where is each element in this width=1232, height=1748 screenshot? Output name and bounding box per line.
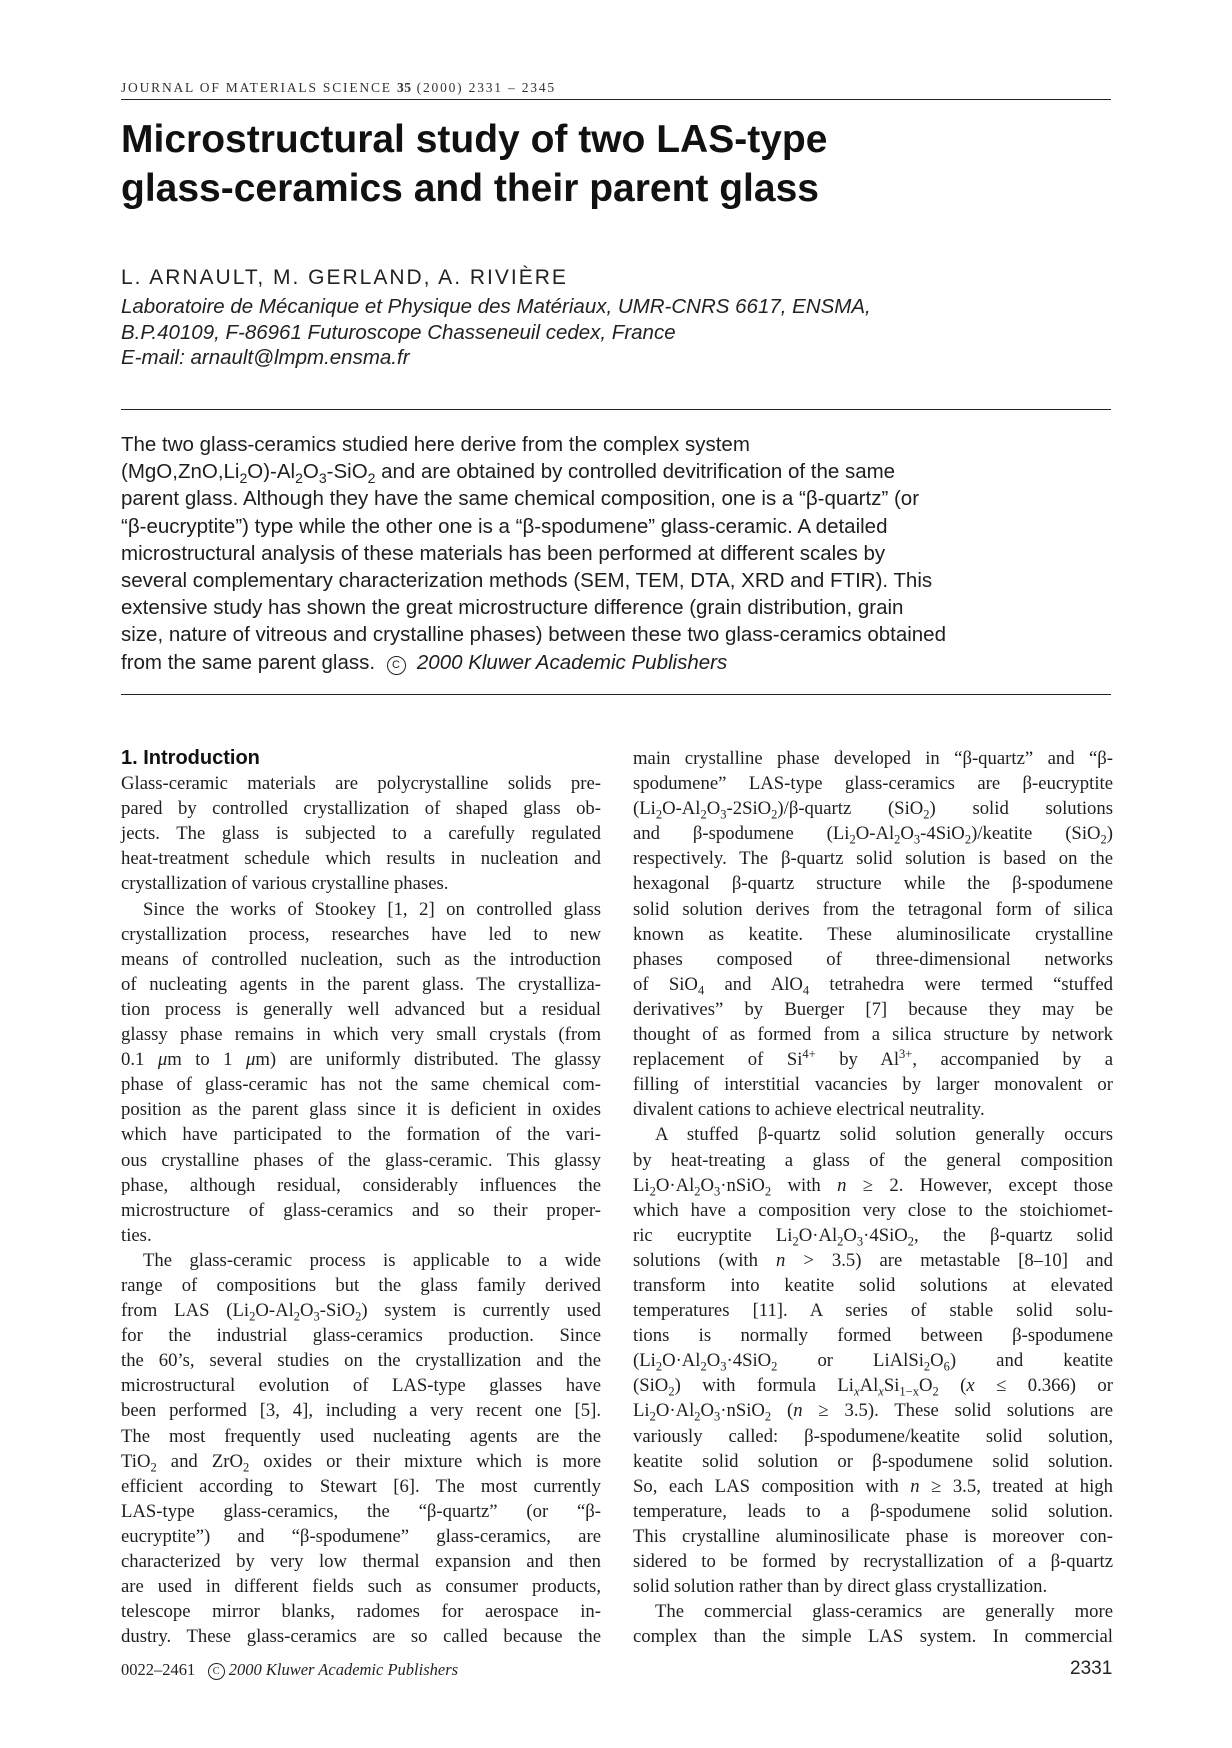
text-line: A stuffed β-quartz solid solution generally occurs — [655, 1124, 1113, 1146]
text-line: spodumene” LAS-type glass-ceramics are β-eucryptite — [633, 773, 1113, 795]
text-line: filling of interstitial vacancies by larger monovalent or — [633, 1074, 1113, 1096]
right-column — [633, 746, 1113, 1649]
text-line: dustry. These glass-ceramics are so called because the — [121, 1626, 601, 1648]
text-line: The glass-ceramic process is applicable to a wide — [143, 1249, 601, 1271]
text-line: from LAS $(Li_2O-Al_2O_3-SiO_2)$ system is currently used — [121, 1300, 601, 1324]
text-line: tion process is generally well advanced but a residual — [121, 998, 601, 1020]
left-column — [121, 746, 601, 1649]
abstract-line: size, nature of vitreous and crystalline phases) between these two glass-ceramics obtained — [121, 623, 946, 647]
text-line: position as the parent glass since it is deficient in oxides — [121, 1099, 601, 1121]
text-line: jects. The glass is subjected to a carefully regulated — [121, 823, 601, 845]
text-line: crystallization process, researches have led to new — [121, 923, 601, 945]
abstract-line: extensive study has shown the great microstructure difference (grain distribution, grain — [121, 596, 904, 620]
text-line: 0.1 μm to 1 μm) are uniformly distributed. The glassy — [121, 1049, 601, 1071]
text-line: means of controlled nucleation, such as the introduction — [121, 948, 601, 970]
text-line: (SiO$_2$) with formula $Li_xAl_xSi_{1-x}O_2$ (x ≤ 0.366) or — [633, 1375, 1113, 1400]
title-line: Microstructural study of two LAS-type — [121, 118, 828, 161]
text-line: heat-treatment schedule which results in nucleation and — [121, 848, 601, 870]
text-line: phase of glass-ceramic has not the same chemical com- — [121, 1074, 601, 1096]
abstract-copyright: 2000 Kluwer Academic Publishers — [416, 650, 728, 674]
text-line: variously called: β-spodumene/keatite solid solution, — [633, 1425, 1113, 1447]
text-line: keatite solid solution or β-spodumene solid solution. — [633, 1450, 1113, 1472]
copyright-icon: C — [208, 1663, 225, 1680]
text-line: temperatures [11]. A series of stable solid solu- — [633, 1300, 1113, 1322]
title-line: glass-ceramics and their parent glass — [121, 167, 819, 210]
text-line: This crystalline aluminosilicate phase is moreover con- — [633, 1525, 1113, 1547]
issn: 0022–2461 — [121, 1660, 196, 1679]
text-line: replacement of $Si^{4+}$ by $Al^{3+}$, accompanied by a — [633, 1046, 1113, 1071]
text-line: efficient according to Stewart [6]. The most currently — [121, 1475, 601, 1497]
text-line: $Li_2O\cdot Al_2O_3\cdot nSiO_2$ (n ≥ 3.5). These solid solutions are — [633, 1400, 1113, 1425]
text-line: solid solution derives from the tetragonal form of silica — [633, 898, 1113, 920]
text-line: temperature, leads to a β-spodumene solid solution. — [633, 1500, 1113, 1522]
text-line: are used in different fields such as consumer products, — [121, 1576, 601, 1598]
page-number: 2331 — [1070, 1658, 1113, 1679]
text-line: derivatives” by Buerger [7] because they may be — [633, 998, 1113, 1020]
email-line: E-mail: arnault@lmpm.ensma.fr — [121, 346, 410, 369]
text-line: LAS-type glass-ceramics, the “β-quartz” (or “β- — [121, 1500, 601, 1522]
abstract — [121, 431, 1111, 676]
text-line: the 60’s, several studies on the crystallization and the — [121, 1350, 601, 1372]
text-line: characterized by very low thermal expansion and then — [121, 1551, 601, 1572]
text-line: and β-spodumene $(Li_2O-Al_2O_3-4SiO_2)$/keatite (SiO$_2$) — [633, 823, 1113, 848]
journal-header — [121, 80, 1111, 96]
affiliation — [121, 294, 1111, 371]
text-line: thought of as formed from a silica structure by network — [633, 1024, 1113, 1046]
header-rule — [121, 99, 1111, 100]
text-line: The commercial glass-ceramics are generally more — [655, 1601, 1113, 1623]
text-line: which have participated to the formation of the vari- — [121, 1124, 601, 1146]
text-line: crystallization of various crystalline phases. — [121, 873, 449, 895]
text-line: telescope mirror blanks, radomes for aerospace in- — [121, 1601, 601, 1623]
text-line: ous crystalline phases of the glass-ceramic. This glassy — [121, 1149, 601, 1171]
text-line: complex than the simple LAS system. In commercial — [633, 1626, 1113, 1648]
abstract-bottom-rule — [121, 694, 1111, 695]
abstract-top-rule — [121, 409, 1111, 410]
section-heading: 1. Introduction — [121, 747, 260, 769]
text-line: phase, although residual, considerably influences the — [121, 1174, 601, 1196]
footer-issn — [121, 1660, 458, 1680]
text-line: eucryptite”) and “β-spodumene” glass-ceramics, are — [121, 1525, 601, 1547]
abstract-line: The two glass-ceramics studied here derive from the complex system — [121, 433, 750, 456]
journal-volume: 35 — [396, 80, 412, 95]
text-line: ($Li_2O\cdot Al_2O_3\cdot 4SiO_2$ or $LiAlSi_2O_6$) and keatite — [633, 1350, 1113, 1374]
author-list: L. ARNAULT, M. GERLAND, A. RIVIÈRE — [121, 266, 568, 289]
text-line: by heat-treating a glass of the general composition — [633, 1149, 1113, 1171]
text-line: solid solution rather than by direct glass crystallization. — [633, 1576, 1048, 1598]
text-line: for the industrial glass-ceramics production. Since — [121, 1325, 601, 1347]
text-line: ties. — [121, 1224, 152, 1246]
text-line: phases composed of three-dimensional networks — [633, 948, 1113, 970]
abstract-line: several complementary characterization methods (SEM, TEM, DTA, XRD and FTIR). This — [121, 569, 933, 593]
abstract-line: parent glass. Although they have the same chemical composition, one is a “β-quartz” (or — [121, 487, 920, 511]
footer-publisher: 2000 Kluwer Academic Publishers — [228, 1660, 459, 1679]
affiliation-line: Laboratoire de Mécanique et Physique des Matériaux, UMR-CNRS 6617, ENSMA, — [121, 295, 871, 318]
text-line: TiO$_2$ and ZrO$_2$ oxides or their mixture which is more — [121, 1450, 601, 1475]
text-line: The most frequently used nucleating agents are the — [121, 1425, 601, 1447]
abstract-line: “β-eucryptite”) type while the other one is a “β-spodumene” glass-ceramic. A detailed — [121, 514, 888, 538]
text-line: which have a composition very close to the stoichiomet- — [633, 1199, 1113, 1221]
affiliation-line: B.P.40109, F-86961 Futuroscope Chasseneuil cedex, France — [121, 320, 676, 344]
abstract-line: $(MgO,ZnO,Li_2O)-Al_2O_3-SiO_2$ and are obtained by controlled devitrification of the same — [121, 460, 896, 487]
text-line: of nucleating agents in the parent glass. The crystalliza- — [121, 973, 601, 995]
copyright-icon: C — [387, 656, 406, 675]
abstract-line: from the same parent glass. C 2000 Kluwer Academic Publishers — [121, 650, 728, 674]
journal-name: JOURNAL OF MATERIALS SCIENCE — [121, 80, 392, 95]
journal-year-pages: (2000) 2331 – 2345 — [416, 80, 556, 95]
abstract-line: microstructural analysis of these materials has been performed at different scales by — [121, 541, 886, 565]
text-line: Since the works of Stookey [1, 2] on controlled glass — [143, 898, 601, 920]
text-line: glassy phase remains in which very small crystals (from — [121, 1024, 601, 1046]
text-line: main crystalline phase developed in “β-quartz” and “β- — [633, 748, 1113, 769]
text-line: divalent cations to achieve electrical neutrality. — [633, 1099, 985, 1121]
text-line: of SiO$_4$ and AlO$_4$ tetrahedra were termed “stuffed — [633, 973, 1113, 998]
text-line: tions is normally formed between β-spodumene — [633, 1325, 1113, 1347]
text-line: $(Li_2O-Al_2O_3-2SiO_2)/\beta$-quartz (SiO$_2$) solid solutions — [633, 798, 1113, 822]
text-line: hexagonal β-quartz structure while the β-spodumene — [633, 873, 1113, 895]
text-line: ric eucryptite $Li_2O\cdot Al_2O_3\cdot 4SiO_2$, the β-quartz solid — [633, 1224, 1113, 1249]
text-line: transform into keatite solid solutions at elevated — [633, 1274, 1113, 1296]
text-line: So, each LAS composition with n ≥ 3.5, treated at high — [633, 1475, 1113, 1497]
text-line: microstructural evolution of LAS-type glasses have — [121, 1375, 601, 1397]
paper-title — [121, 115, 1111, 213]
text-line: pared by controlled crystallization of shaped glass ob- — [121, 798, 601, 820]
text-line: respectively. The β-quartz solid solution is based on the — [633, 848, 1113, 870]
text-line: $Li_2O\cdot Al_2O_3\cdot nSiO_2$ with n ≥ 2. However, except those — [633, 1174, 1113, 1199]
text-line: range of compositions but the glass family derived — [121, 1274, 601, 1296]
text-line: solutions (with n > 3.5) are metastable [8–10] and — [633, 1249, 1113, 1271]
text-line: been performed [3, 4], including a very recent one [5]. — [121, 1400, 601, 1422]
text-line: sidered to be formed by recrystallization of a β-quartz — [633, 1551, 1113, 1572]
text-line: Glass-ceramic materials are polycrystalline solids pre- — [121, 773, 601, 795]
text-line: microstructure of glass-ceramics and so their proper- — [121, 1199, 601, 1221]
text-line: known as keatite. These aluminosilicate crystalline — [633, 923, 1113, 945]
